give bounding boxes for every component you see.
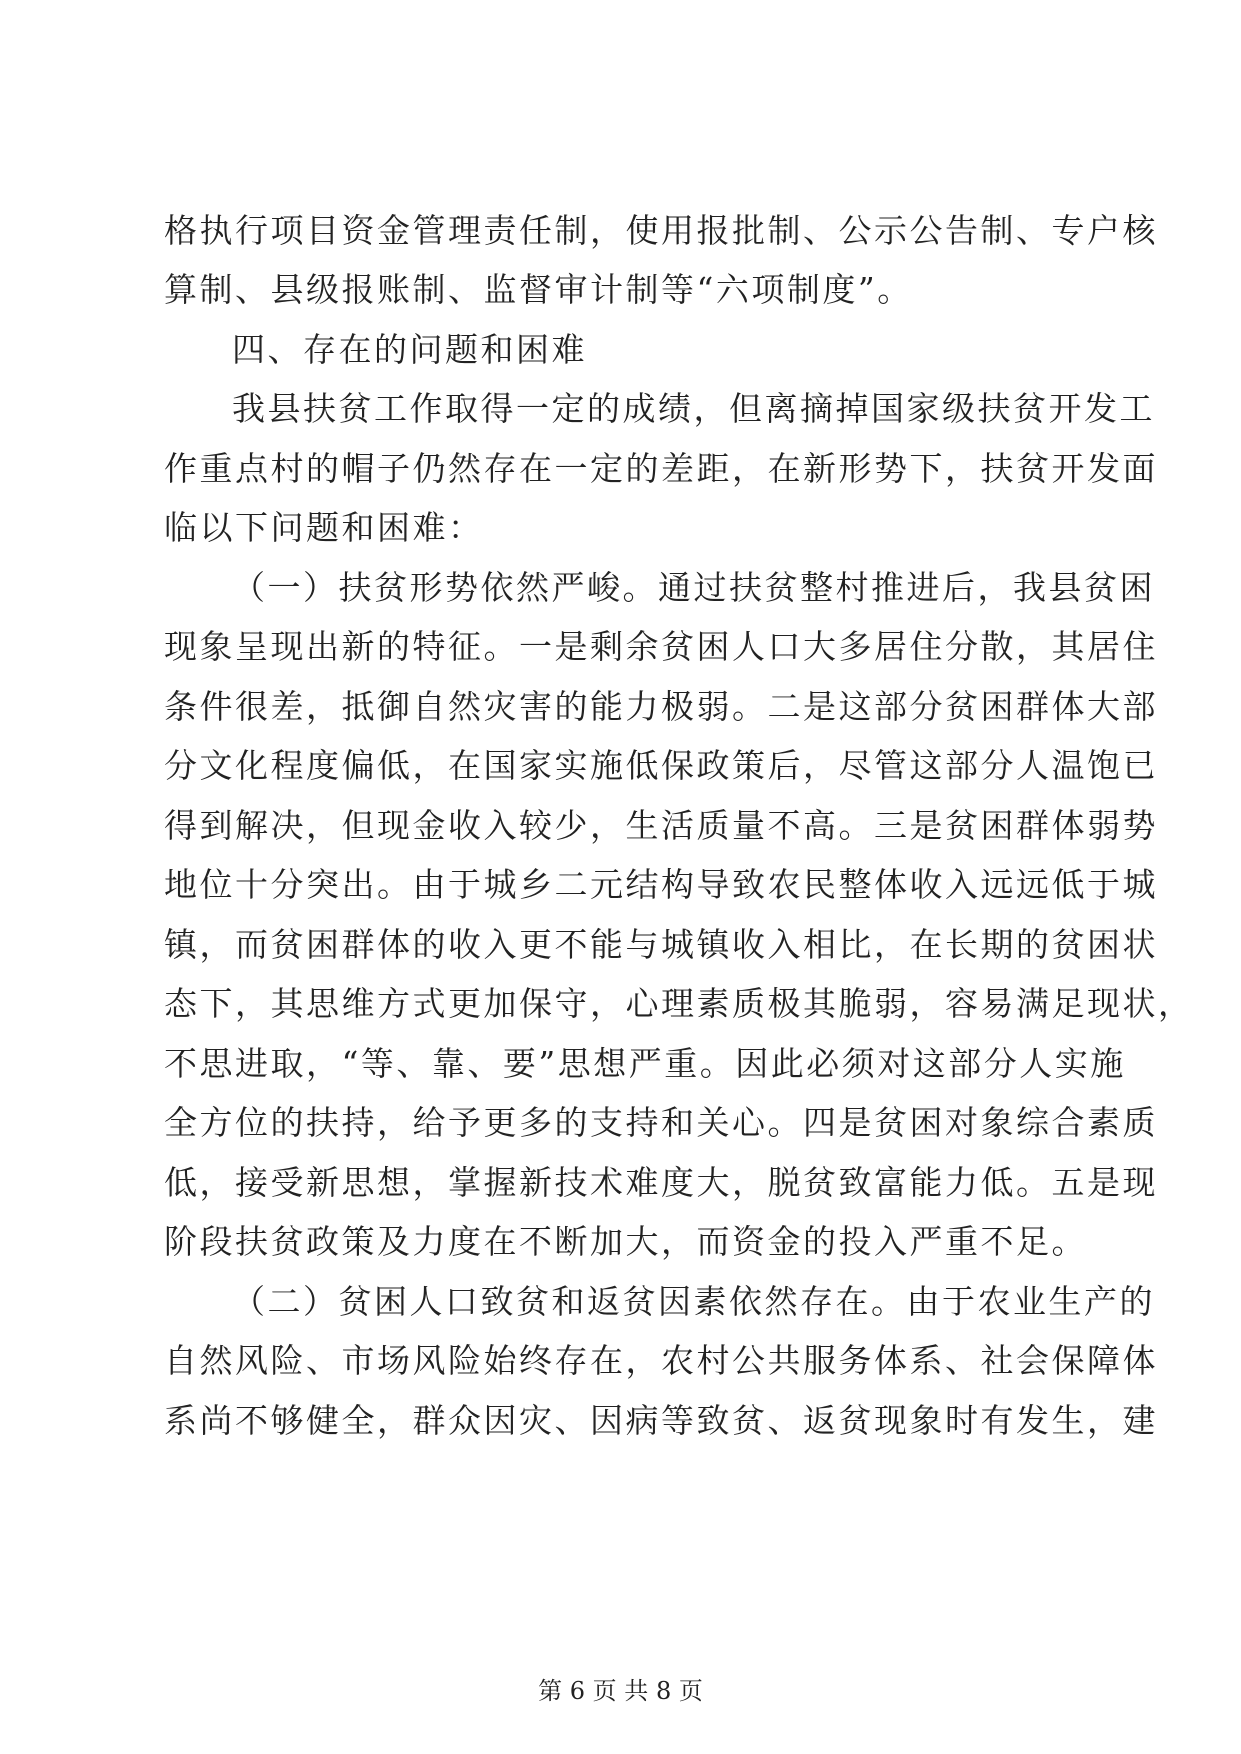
text-line: 分文化程度偏低，在国家实施低保政策后，尽管这部分人温饱已 [164, 746, 1158, 785]
text-line: 我县扶贫工作取得一定的成绩，但离摘掉国家级扶贫开发工 [232, 389, 1155, 428]
text-line: 临以下问题和困难： [164, 508, 484, 547]
section-heading: 四、存在的问题和困难 [232, 330, 587, 369]
text-line: 得到解决，但现金收入较少，生活质量不高。三是贫困群体弱势 [164, 806, 1158, 845]
text-line: 条件很差，抵御自然灾害的能力极弱。二是这部分贫困群体大部 [164, 687, 1158, 726]
text-line: 现象呈现出新的特征。一是剩余贫困人口大多居住分散，其居住 [164, 627, 1158, 666]
text-line: 系尚不够健全，群众因灾、因病等致贫、返贫现象时有发生，建 [164, 1401, 1158, 1440]
text-line: （二）贫困人口致贫和返贫因素依然存在。由于农业生产的 [232, 1282, 1155, 1321]
text-line: 态下，其思维方式更加保守，心理素质极其脆弱，容易满足现状， [164, 984, 1194, 1023]
text-line: 阶段扶贫政策及力度在不断加大，而资金的投入严重不足。 [164, 1222, 1087, 1261]
text-line: 作重点村的帽子仍然存在一定的差距，在新形势下，扶贫开发面 [164, 449, 1158, 488]
text-line: （一）扶贫形势依然严峻。通过扶贫整村推进后，我县贫困 [232, 568, 1155, 607]
text-line: 格执行项目资金管理责任制，使用报批制、公示公告制、专户核 [164, 211, 1158, 250]
text-line: 自然风险、市场风险始终存在，农村公共服务体系、社会保障体 [164, 1341, 1158, 1380]
text-line: 低，接受新思想，掌握新技术难度大，脱贫致富能力低。五是现 [164, 1163, 1158, 1202]
text-line: 算制、县级报账制、监督审计制等“六项制度”。 [164, 270, 913, 309]
text-line: 地位十分突出。由于城乡二元结构导致农民整体收入远远低于城 [164, 865, 1158, 904]
text-line: 不思进取，“等、靠、要”思想严重。因此必须对这部分人实施 [164, 1044, 1126, 1083]
text-line: 全方位的扶持，给予更多的支持和关心。四是贫困对象综合素质 [164, 1103, 1158, 1142]
text-line: 镇，而贫困群体的收入更不能与城镇收入相比，在长期的贫困状 [164, 925, 1158, 964]
page-footer: 第 6 页 共 8 页 [538, 1677, 703, 1705]
